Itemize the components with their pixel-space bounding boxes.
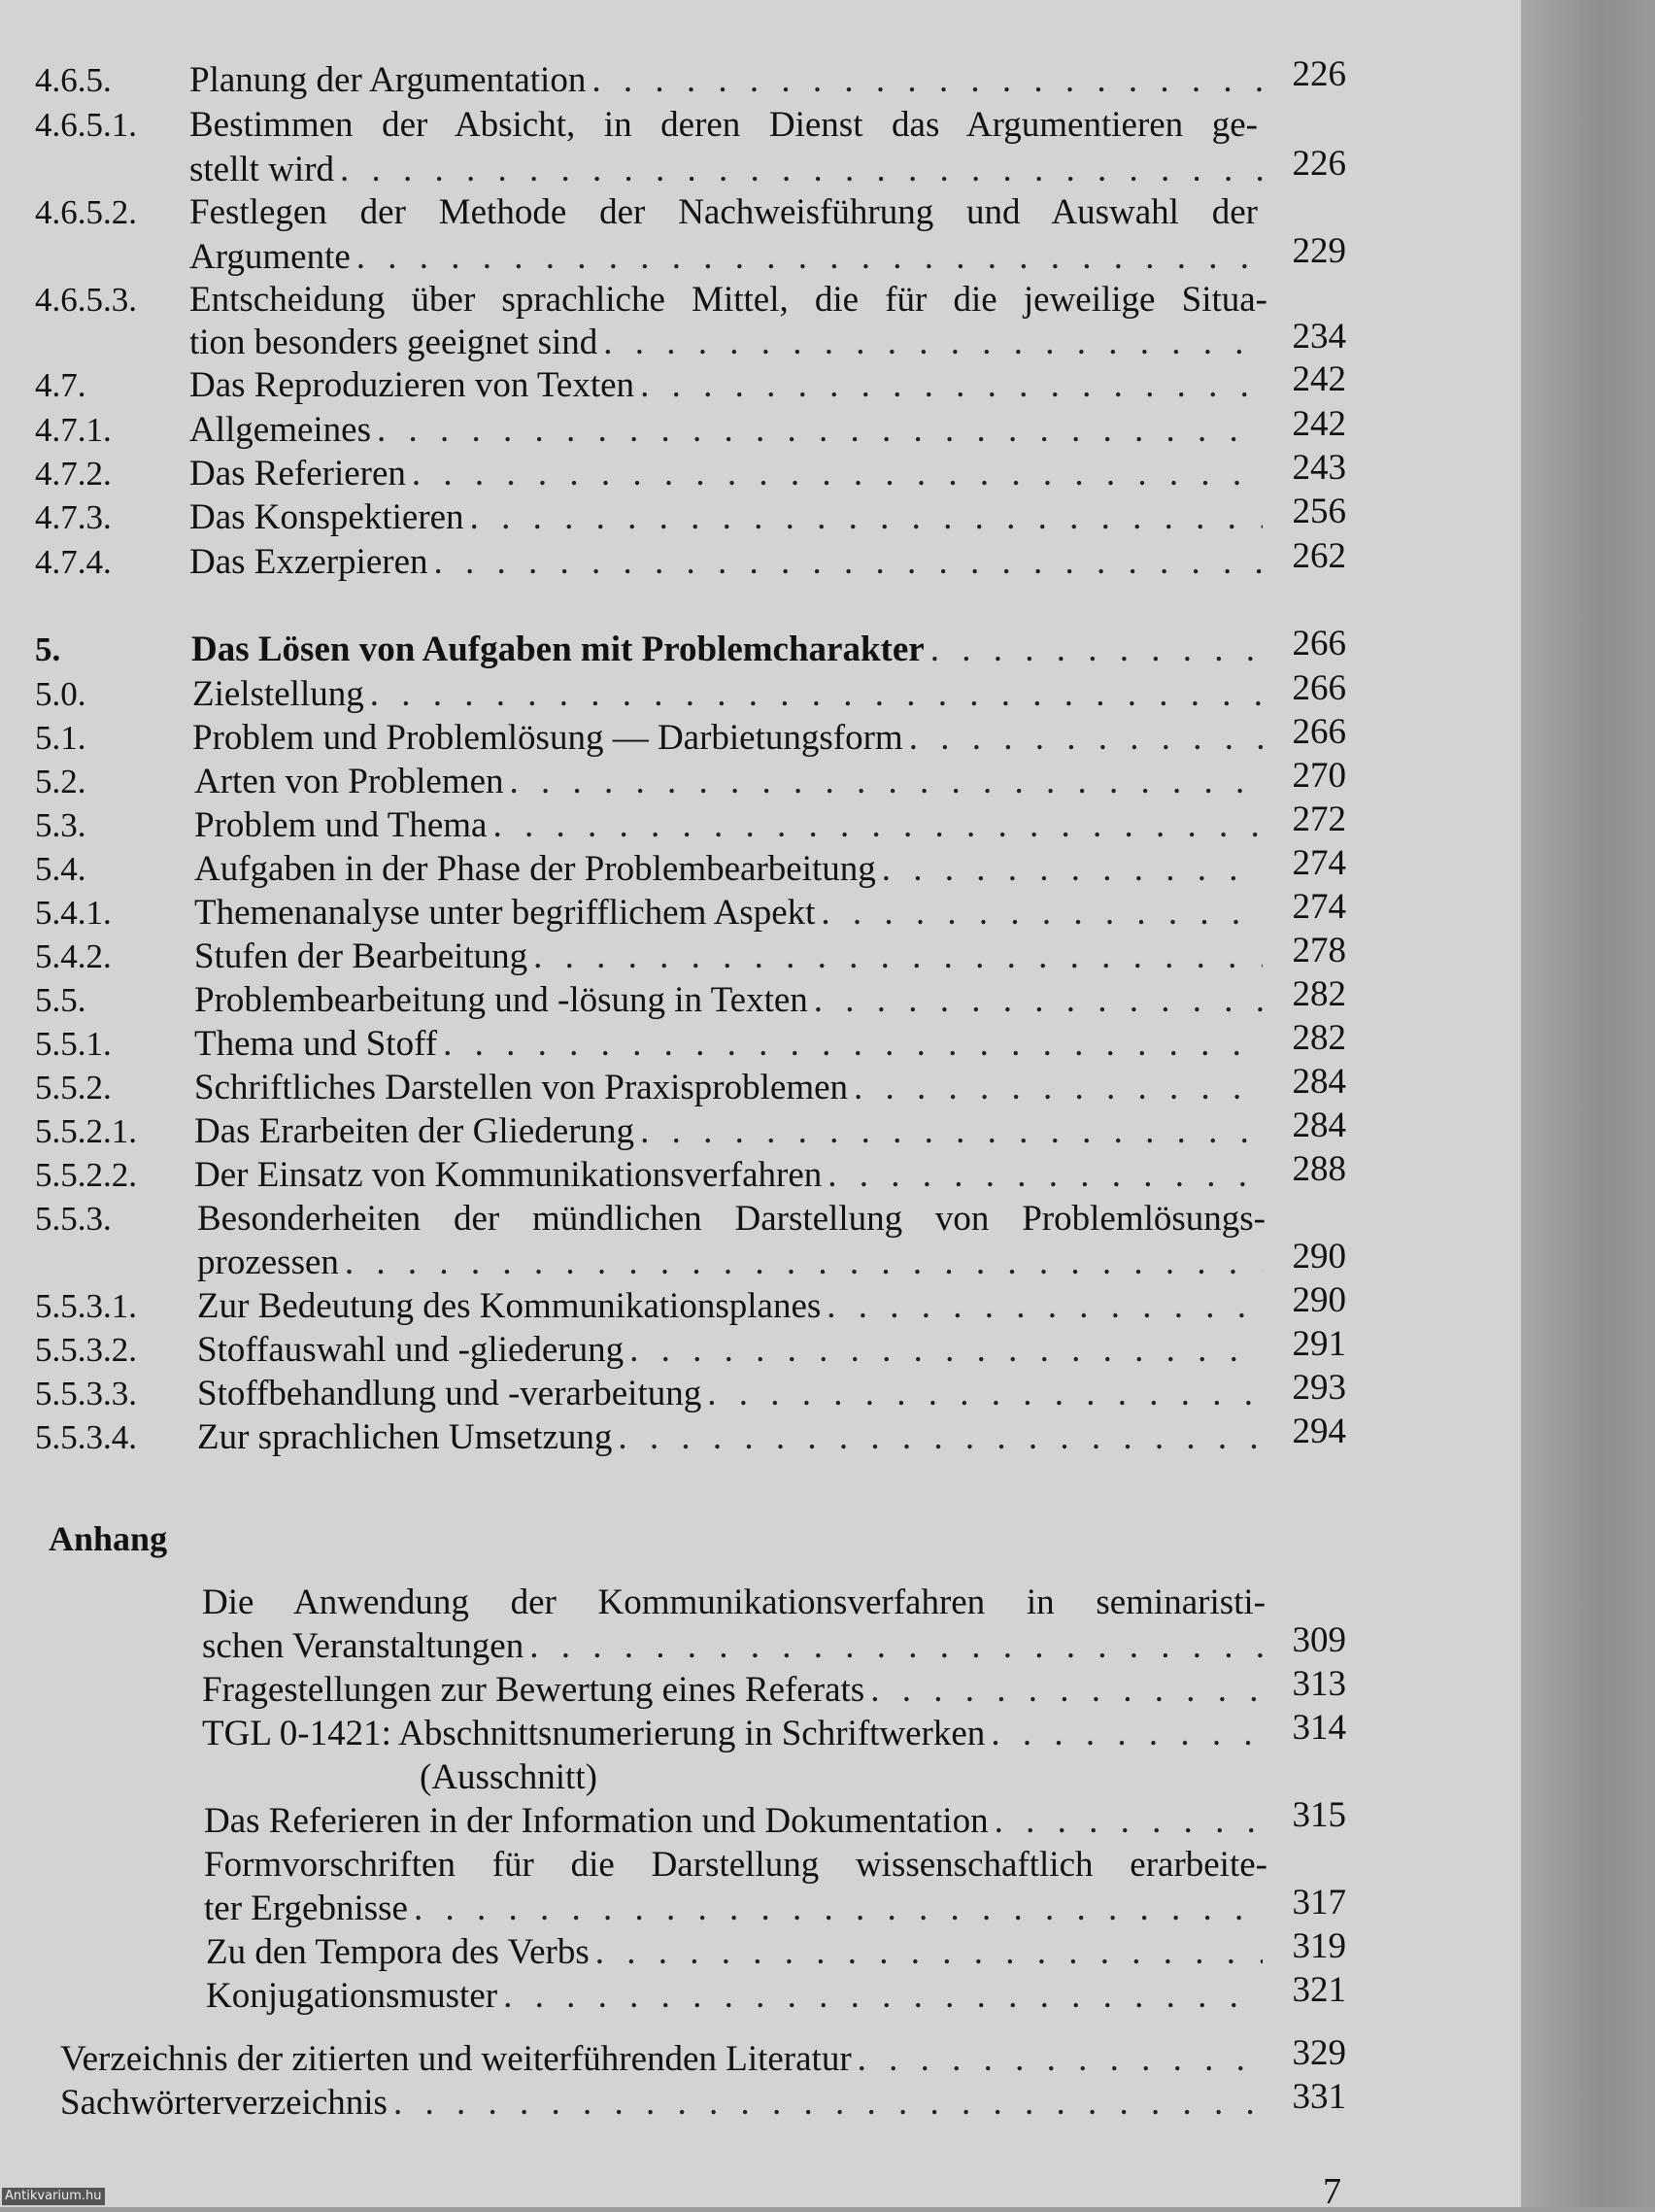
back-matter-entry — [0, 2077, 1521, 2125]
dot-leader — [814, 978, 1263, 1022]
entry-title: Formvorschriften für die Darstellung wissenschaftlich erarbeite- — [204, 1845, 1267, 1885]
entry-page: 270 — [1292, 756, 1346, 796]
entry-page: 290 — [1292, 1280, 1346, 1320]
entry-number: 5.5. — [35, 981, 86, 1019]
entry-number: 5.5.2. — [35, 1069, 112, 1106]
dot-leader — [821, 891, 1263, 935]
entry-title: Das Erarbeiten der Gliederung — [194, 1111, 635, 1151]
dot-leader — [434, 540, 1263, 584]
entry-number: 5.4. — [35, 850, 86, 888]
entry-page: 314 — [1292, 1708, 1346, 1748]
entry-page: 266 — [1292, 624, 1346, 664]
dot-leader — [595, 1930, 1263, 1974]
entry-number: 5.4.1. — [35, 894, 112, 932]
dot-leader — [377, 408, 1263, 452]
entry-title: Planung der Argumentation — [189, 60, 587, 100]
entry-page: 266 — [1292, 668, 1346, 708]
dot-leader — [930, 628, 1263, 671]
entry-page: 284 — [1292, 1106, 1346, 1145]
dot-leader — [603, 321, 1263, 364]
entry-page: 313 — [1292, 1664, 1346, 1704]
entry-title: Thema und Stoff — [194, 1024, 438, 1064]
dot-leader — [529, 1624, 1263, 1668]
toc-entry — [0, 359, 1521, 407]
entry-page: 229 — [1292, 231, 1346, 271]
entry-title: Zu den Tempora des Verbs — [206, 1932, 590, 1972]
entry-number: 4.6.5.1. — [35, 106, 137, 144]
entry-number: 5.1. — [35, 719, 86, 757]
dot-leader — [393, 2081, 1263, 2125]
dot-leader — [533, 935, 1263, 978]
dot-leader — [510, 760, 1263, 803]
entry-number: 5.2. — [35, 763, 86, 800]
entry-title: Zielstellung — [192, 674, 364, 714]
dot-leader — [882, 847, 1263, 891]
page-number: 7 — [1323, 2171, 1341, 2212]
entry-page: 226 — [1292, 144, 1346, 184]
entry-title: Aufgaben in der Phase der Problembearbeitung — [194, 849, 876, 889]
entry-number: 4.6.5.2. — [35, 193, 137, 231]
entry-title: Stoffbehandlung und -verarbeitung — [197, 1374, 702, 1413]
watermark: Antikvarium.hu — [2, 2188, 105, 2205]
dot-leader — [640, 1109, 1263, 1153]
dot-leader — [870, 1668, 1263, 1712]
entry-title: Die Anwendung der Kommunikationsverfahren in seminaristi- — [202, 1582, 1266, 1622]
toc-entry — [0, 1412, 1521, 1459]
dot-leader — [828, 1153, 1263, 1197]
entry-number: 5. — [35, 630, 61, 668]
entry-title-continuation: schen Veranstaltungen — [202, 1626, 524, 1666]
entry-number: 5.5.2.2. — [35, 1156, 137, 1194]
entry-page: 331 — [1292, 2077, 1346, 2117]
dot-leader — [827, 1284, 1263, 1328]
toc-entry — [0, 103, 1521, 147]
entry-title-continuation: tion besonders geeignet sind — [189, 323, 598, 362]
entry-title: Festlegen der Methode der Nachweisführung und Auswahl der — [189, 192, 1258, 232]
entry-page: 319 — [1292, 1926, 1346, 1966]
entry-title: Der Einsatz von Kommunikationsverfahren — [194, 1155, 823, 1195]
entry-page: 315 — [1292, 1795, 1346, 1835]
entry-number: 5.5.2.1. — [35, 1112, 137, 1150]
entry-number: 4.7.4. — [35, 543, 112, 581]
entry-page: 226 — [1292, 54, 1346, 94]
entry-page: 288 — [1292, 1149, 1346, 1189]
entry-number: 4.7.1. — [35, 411, 112, 449]
dot-leader — [618, 1415, 1263, 1459]
entry-page: 317 — [1292, 1883, 1346, 1923]
entry-number: 5.5.3.4. — [35, 1418, 137, 1456]
dot-leader — [629, 1328, 1263, 1372]
entry-page: 256 — [1292, 492, 1346, 531]
entry-page: 329 — [1292, 2033, 1346, 2073]
appendix-entry — [0, 1795, 1521, 1843]
anhang-heading: Anhang — [49, 1519, 168, 1558]
entry-page: 293 — [1292, 1368, 1346, 1408]
dot-leader — [995, 1799, 1263, 1843]
dot-leader — [991, 1712, 1263, 1755]
entry-page: 243 — [1292, 448, 1346, 488]
dot-leader — [503, 1974, 1263, 2018]
dot-leader — [640, 363, 1263, 407]
entry-number: 5.0. — [35, 675, 86, 713]
entry-page: 294 — [1292, 1412, 1346, 1451]
entry-title: Entscheidung über sprachliche Mittel, die für die jeweilige Situa- — [189, 280, 1267, 320]
entry-title: Zur sprachlichen Umsetzung — [197, 1417, 613, 1457]
entry-title-continuation: stellt wird — [189, 150, 335, 189]
dot-leader — [492, 803, 1263, 847]
entry-title: Stufen der Bearbeitung — [194, 936, 528, 976]
entry-title: Zur Bedeutung des Kommunikationsplanes — [197, 1286, 822, 1326]
dot-leader — [412, 452, 1263, 495]
toc-entry-continuation — [0, 144, 1521, 191]
entry-title-continuation: prozessen — [197, 1242, 339, 1282]
toc-entry — [0, 492, 1521, 539]
entry-page: 282 — [1292, 1018, 1346, 1058]
entry-title: Allgemeines — [189, 410, 372, 450]
entry-title-extra: (Ausschnitt) — [420, 1757, 597, 1797]
entry-title: Themenanalyse unter begrifflichem Aspekt — [194, 893, 816, 933]
toc-chapter-entry — [0, 624, 1521, 671]
entry-number: 4.7.3. — [35, 498, 112, 536]
entry-title: Arten von Problemen — [194, 762, 504, 801]
entry-number: 4.7. — [35, 366, 86, 404]
toc-entry — [0, 190, 1521, 234]
entry-page: 274 — [1292, 843, 1346, 883]
entry-page: 284 — [1292, 1062, 1346, 1102]
entry-title-continuation: Argumente — [189, 237, 351, 277]
entry-page: 242 — [1292, 404, 1346, 444]
entry-page: 278 — [1292, 931, 1346, 970]
entry-title: Stoffauswahl und -gliederung — [197, 1330, 625, 1370]
entry-title: Das Lösen von Aufgaben mit Problemcharakter — [191, 630, 925, 669]
dot-leader — [443, 1022, 1263, 1066]
entry-number: 5.4.2. — [35, 937, 112, 975]
entry-title: Schriftliches Darstellen von Praxisproblemen — [194, 1068, 849, 1107]
entry-title: Fragestellungen zur Bewertung eines Referats — [202, 1670, 865, 1710]
entry-page: 262 — [1292, 536, 1346, 576]
entry-title: Besonderheiten der mündlichen Darstellung von Problemlösungs- — [197, 1199, 1266, 1239]
entry-page: 291 — [1292, 1324, 1346, 1364]
entry-number: 5.5.3.1. — [35, 1287, 137, 1325]
entry-page: 234 — [1292, 317, 1346, 357]
dot-leader — [591, 58, 1263, 102]
entry-number: 5.5.1. — [35, 1025, 112, 1063]
entry-title: Problem und Thema — [194, 805, 488, 845]
entry-title: Verzeichnis der zitierten und weiterführenden Literatur — [60, 2039, 852, 2079]
appendix-entry — [0, 1970, 1521, 2018]
dot-leader — [345, 1241, 1263, 1284]
dot-leader — [854, 1066, 1263, 1109]
entry-number: 4.7.2. — [35, 455, 112, 493]
entry-title: Das Exzerpieren — [189, 542, 428, 582]
toc-entry — [0, 1149, 1521, 1197]
dot-leader — [909, 716, 1263, 760]
entry-number: 4.6.5.3. — [35, 281, 137, 319]
toc-entry — [0, 54, 1521, 102]
entry-number: 5.3. — [35, 806, 86, 844]
dot-leader — [340, 148, 1263, 191]
entry-number: 5.5.3.3. — [35, 1375, 137, 1412]
book-edge — [1521, 0, 1655, 2207]
entry-number: 4.6.5. — [35, 61, 112, 99]
entry-page: 266 — [1292, 712, 1346, 752]
entry-title: Problem und Problemlösung — Darbietungsform — [192, 718, 903, 758]
entry-page: 321 — [1292, 1970, 1346, 2010]
entry-page: 242 — [1292, 359, 1346, 399]
entry-title: Das Referieren — [189, 454, 406, 493]
entry-title: Das Referieren in der Information und Dokumentation — [204, 1801, 989, 1841]
dot-leader — [707, 1372, 1263, 1415]
entry-title: Problembearbeitung und -lösung in Texten — [194, 980, 808, 1020]
entry-title: Bestimmen der Absicht, in deren Dienst das Argumentieren ge- — [189, 105, 1258, 145]
entry-number: 5.5.3.2. — [35, 1331, 137, 1369]
entry-title: Das Reproduzieren von Texten — [189, 365, 635, 405]
entry-title: TGL 0-1421: Abschnittsnumerierung in Schriftwerken — [202, 1714, 986, 1753]
toc-entry — [0, 536, 1521, 584]
dot-leader — [356, 235, 1263, 279]
entry-title-continuation: ter Ergebnisse — [204, 1889, 408, 1928]
entry-page: 282 — [1292, 974, 1346, 1014]
entry-page: 274 — [1292, 887, 1346, 927]
dot-leader — [414, 1887, 1263, 1930]
entry-title: Sachwörterverzeichnis — [60, 2083, 388, 2123]
entry-page: 272 — [1292, 800, 1346, 839]
entry-number: 5.5.3. — [35, 1200, 112, 1238]
entry-page: 290 — [1292, 1237, 1346, 1276]
dot-leader — [858, 2037, 1263, 2081]
entry-page: 309 — [1292, 1620, 1346, 1660]
appendix-entry — [0, 1708, 1521, 1755]
dot-leader — [470, 495, 1263, 539]
entry-title: Konjugationsmuster — [206, 1976, 498, 2016]
dot-leader — [370, 672, 1263, 716]
toc-entry-continuation — [0, 231, 1521, 279]
entry-title: Das Konspektieren — [189, 497, 464, 537]
